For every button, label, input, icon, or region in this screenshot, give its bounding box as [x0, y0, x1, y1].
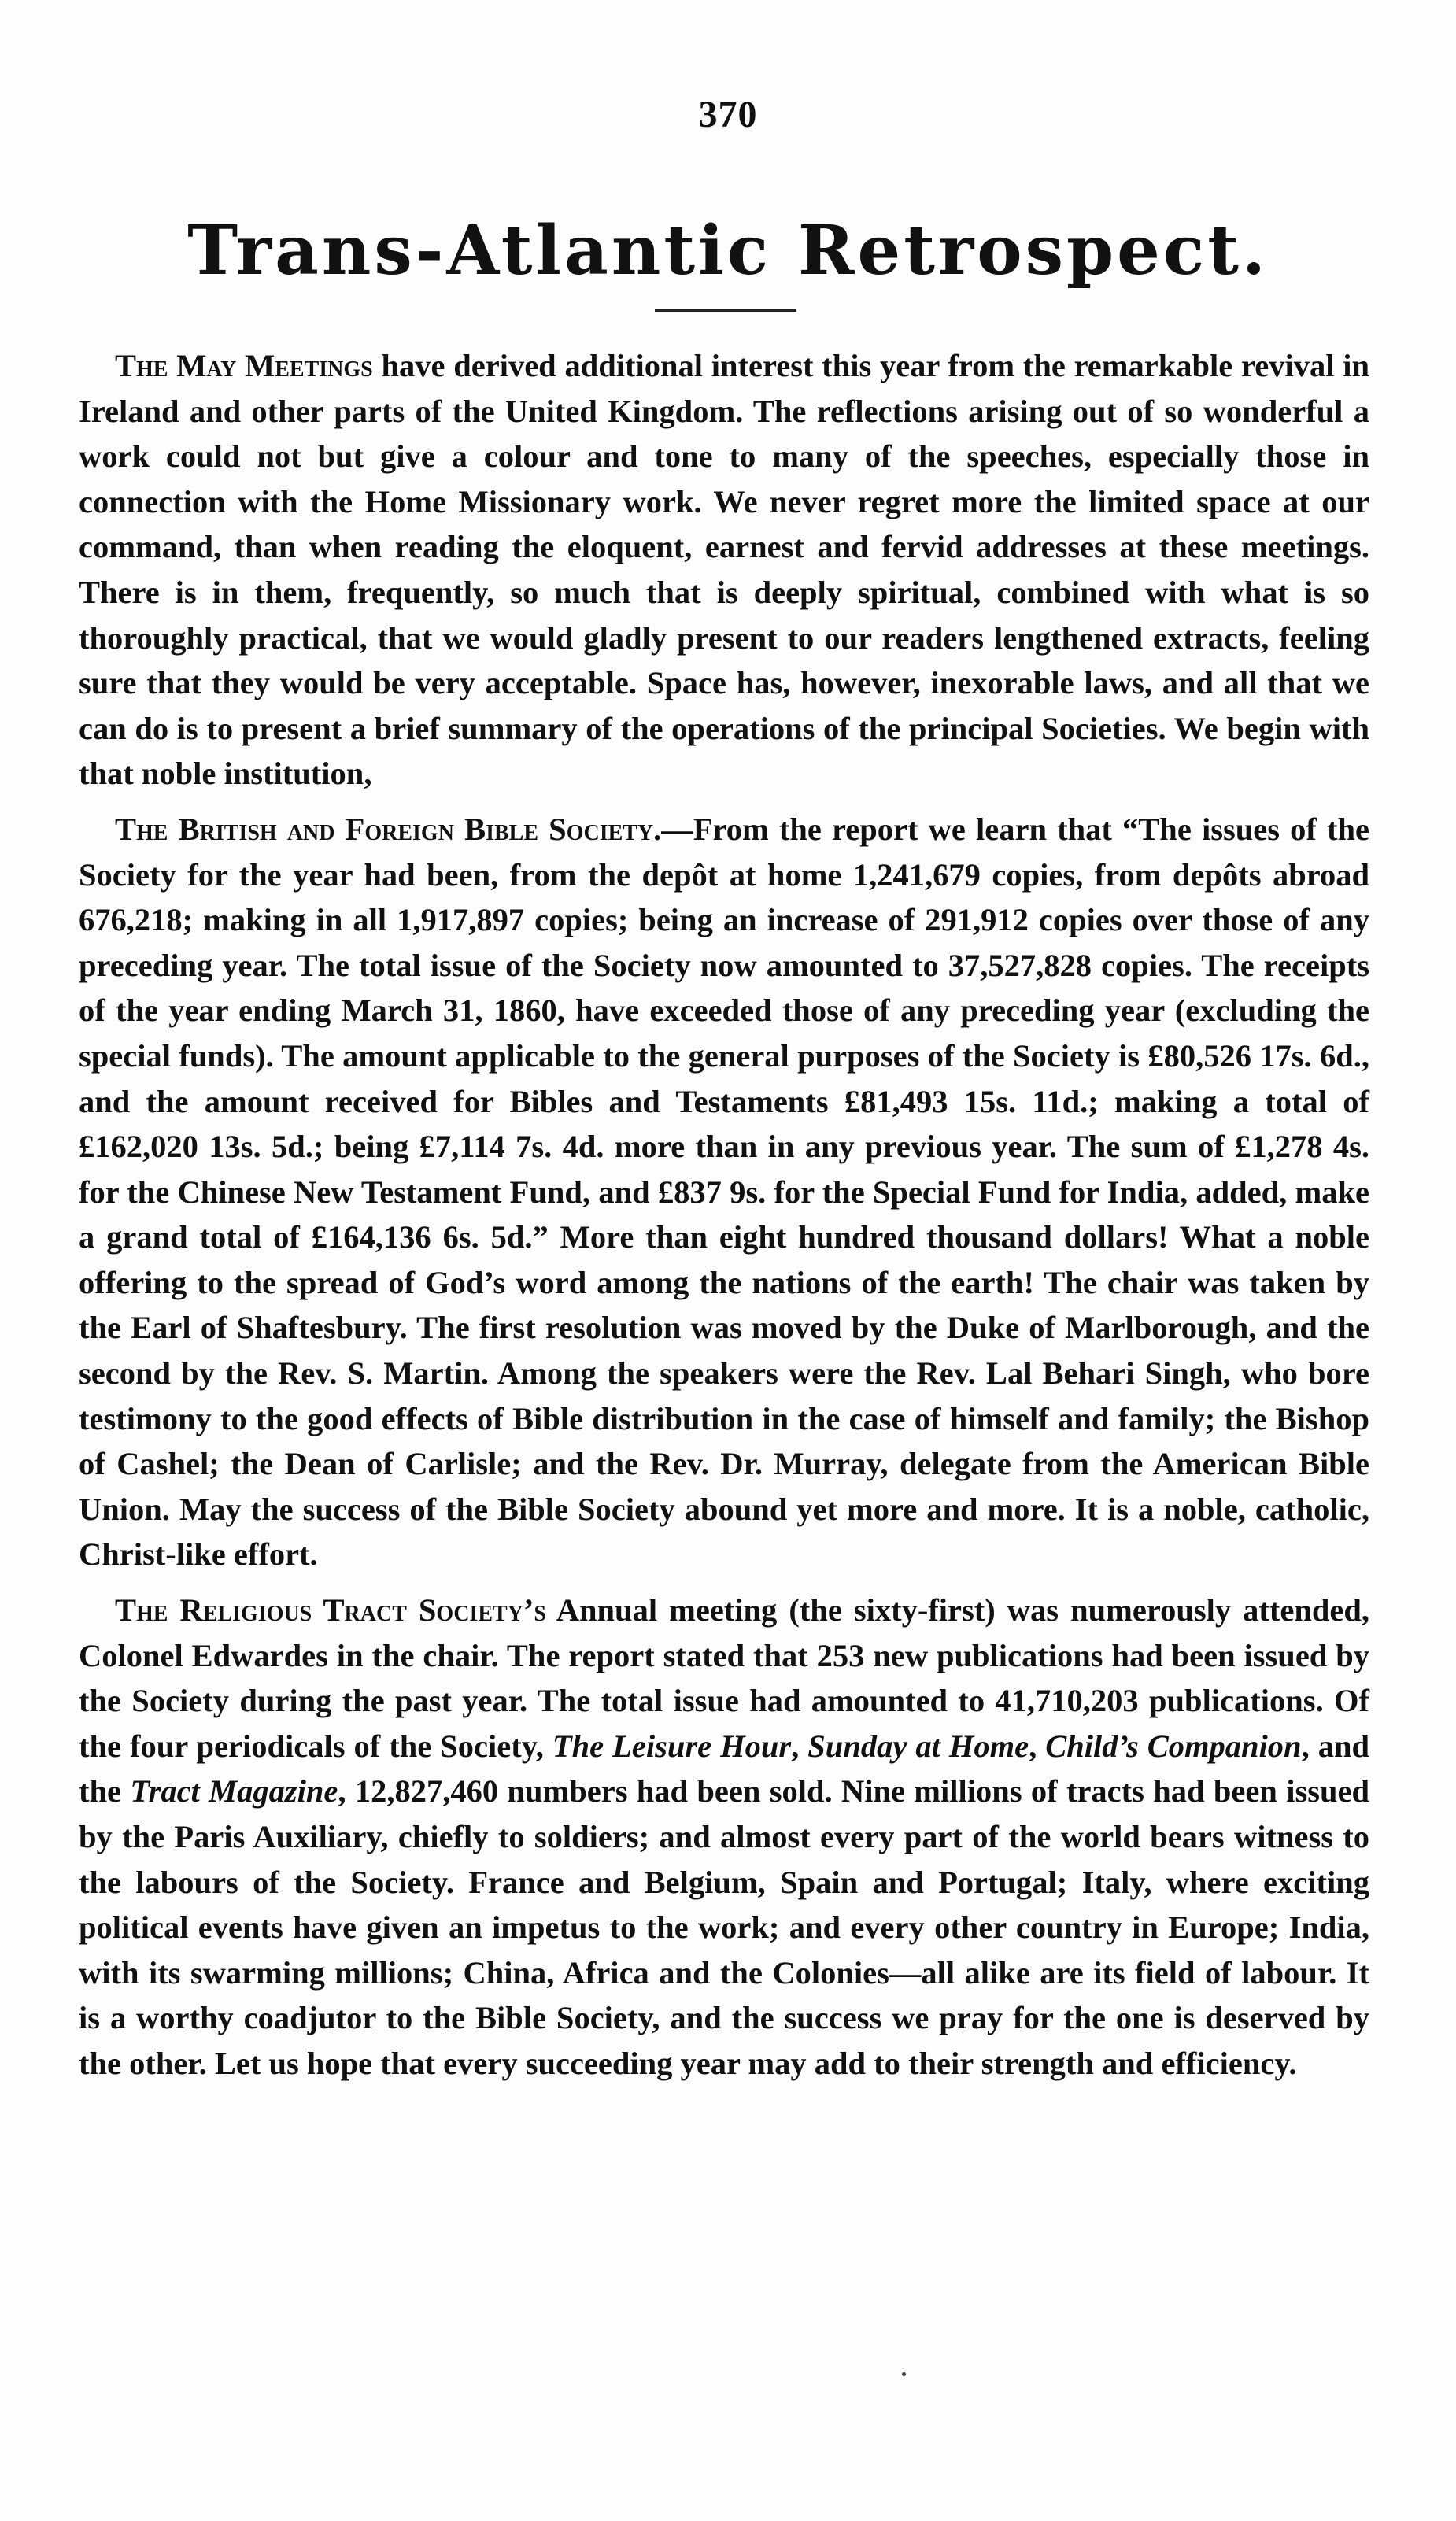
paragraph-text: have derived additional interest this year from the remarkable revival in Ireland and other parts of the United Kingdom. The reflections arising out of so wonderful a work could not but give a colour and tone to many of the speeches, especially those in connection with the Home Missionary work. We never regret more the limited space at our command, than when reading the eloquent, earnest and fervid addresses at these meetings. There is in them, frequently, so much that is deeply spiritual, combined with what is so thoroughly practical, that we would gladly present to our readers lengthened extracts, feeling sure that they would be very acceptable. Space has, however, inexorable laws, and all that we can do is to present a brief summary of the operations of the principal Societies. We begin with that noble institution, [79, 348, 1369, 792]
periodical-title: Child’s Companion [1045, 1728, 1302, 1764]
paragraph-text: , [791, 1728, 808, 1764]
paragraph-tract-society [79, 1588, 1369, 2087]
title-divider [655, 309, 796, 312]
page-number: 370 [698, 94, 758, 135]
paragraph-text: —From the report we learn that “The issues of the Society for the year had been, from the depôt at home 1,241,679 copies, from depôts abroad 676,218; making in all 1,917,897 copies; being an increase of 291,912 copies over those of any preceding year. The total issue of the Society now amounted to 37,527,828 copies. The receipts of the year ending March 31, 1860, have exceeded those of any preceding year (excluding the special funds). The amount applicable to the general purposes of the Society is £80,526 17s. 6d., and the amount received for Bibles and Testaments £81,493 15s. 11d.; making a total of £162,020 13s. 5d.; being £7,114 7s. 4d. more than in any previous year. The sum of £1,278 4s. for the Chinese New Testament Fund, and £837 9s. for the Special Fund for India, added, make a grand total of £164,136 6s. 5d.” More than eight hundred thousand dollars! What a noble offering to the spread of God’s word among the nations of the earth! The chair was taken by the Earl of Shaftesbury. The first resolution was moved by the Duke of Marlborough, and the second by the Rev. S. Martin. Among the speakers were the Rev. Lal Behari Singh, who bore testimony to the good effects of Bible distribution in the case of himself and family; the Bishop of Cashel; the Dean of Carlisle; and the Rev. Dr. Murray, delegate from the American Bible Union. May the success of the Bible Society abound yet more and more. It is a noble, catholic, Christ-like effort. [79, 811, 1369, 1573]
paragraph-text: , [1029, 1728, 1046, 1764]
paragraph-lead: The May Meetings [115, 348, 373, 383]
paragraph-lead: The Religious Tract Society’s [115, 1592, 546, 1628]
ink-speck [902, 2372, 906, 2376]
periodical-title: Tract Magazine [130, 1773, 338, 1809]
periodical-title: Sunday at Home [807, 1728, 1029, 1764]
paragraph-text: , and the [79, 1728, 1370, 1809]
paragraph-text: , 12,827,460 numbers had been sold. Nine millions of tracts had been issued by the Paris Auxiliary, chiefly to soldiers; and almost every part of the world bears witness to the labours of the Society. France and Belgium, Spain and Portugal; Italy, where exciting political events have given an impetus to the work; and every other country in Europe; India, with its swarming millions; China, Africa and the Colonies—all alike are its field of labour. It is a worthy coadjutor to the Bible Society, and the success we pray for the one is deserved by the other. Let us hope that every succeeding year may add to their strength and efficiency. [79, 1773, 1369, 2081]
paragraph-may-meetings [79, 343, 1369, 797]
page-title: Trans-Atlantic Retrospect. [187, 211, 1269, 290]
paragraph-lead: The British and Foreign Bible Society. [115, 811, 662, 847]
article-body [79, 343, 1369, 2087]
paragraph-bible-society [79, 807, 1369, 1577]
paragraph-text: Annual meeting (the sixty-first) was numerously attended, Colonel Edwardes in the chair. The report stated that 253 new publications had been issued by the Society during the past year. The total issue had amounted to 41,710,203 publications. Of the four periodicals of the Society, [79, 1592, 1370, 1764]
periodical-title: The Leisure Hour [552, 1728, 792, 1764]
